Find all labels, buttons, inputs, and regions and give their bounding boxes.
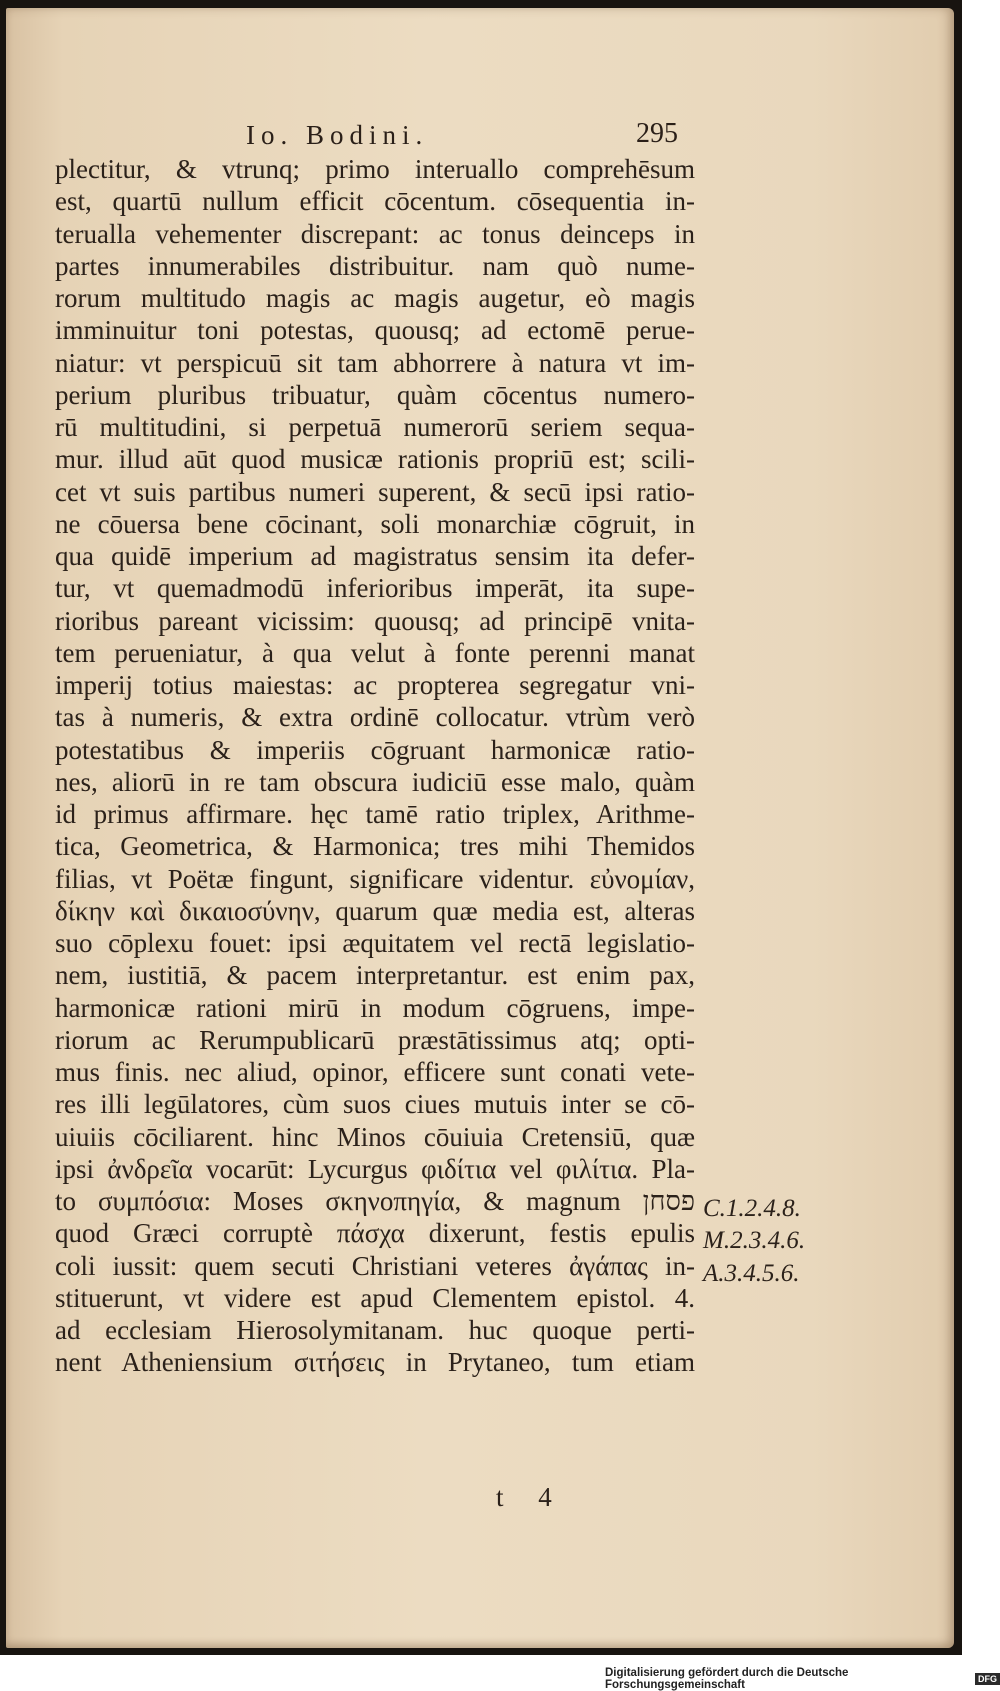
- text-line: rorum multitudo magis ac magis augetur, eò magis: [55, 283, 695, 313]
- text-line: harmonicæ rationi mirū in modum cōgruens, impe-: [55, 992, 695, 1023]
- text-line: tica, Geometrica, & Harmonica; tres mihi Themidos: [55, 831, 695, 862]
- text-line: riorum ac Rerumpublicarū præstātissimus atq; opti-: [55, 1024, 695, 1055]
- text-line: tem perueniatur, à qua velut à fonte perenni manat: [55, 637, 695, 668]
- text-line: suo cōplexu fouet: ipsi æquitatem vel rectā legislatio-: [55, 928, 695, 958]
- text-line: quod Græci corruptè πάσχα dixerunt, festis epulis: [55, 1218, 695, 1249]
- text-line: δίκην καὶ δικαιοσύνην, quarum quæ media est, alteras: [55, 895, 695, 926]
- text-line: id primus affirmare. hęc tamē ratio triplex, Arithme-: [55, 799, 695, 829]
- margin-note: M.2.3.4.6.: [703, 1227, 806, 1255]
- text-line: cet vt suis partibus numeri superent, & secū ipsi ratio-: [55, 476, 695, 507]
- text-line: niatur: vt perspicuū sit tam abhorrere à natura vt im-: [55, 347, 695, 378]
- text-line: terualla vehementer discrepant: ac tonus deinceps in: [55, 218, 695, 249]
- book-page: [6, 8, 954, 1648]
- margin-note: C.1.2.4.8.: [703, 1195, 801, 1222]
- text-line: ad ecclesiam Hierosolymitanam. huc quoque perti-: [55, 1315, 695, 1345]
- text-line: tur, vt quemadmodū inferioribus imperāt, ita supe-: [55, 573, 695, 604]
- text-line: uiuiis cōciliarent. hinc Minos cōuiuia Cretensiū, quæ: [55, 1121, 695, 1152]
- footer-credit: Digitalisierung gefördert durch die Deutsche Forschungsgemeinschaft: [605, 1667, 849, 1691]
- text-line: coli iussit: quem secuti Christiani veteres ἀγάπας in-: [55, 1250, 695, 1281]
- text-line: res illi legūlatores, cùm suos ciues mutuis inter se cō-: [55, 1089, 695, 1120]
- text-line: imperij totius maiestas: ac propterea segregatur vni-: [55, 670, 695, 700]
- text-line: nem, iustitiā, & pacem interpretantur. est enim pax,: [55, 960, 695, 991]
- text-line: ipsi ἀνδρεῖα vocarūt: Lycurgus φιδίτια vel φιλίτια. Pla-: [55, 1153, 695, 1184]
- text-line: mur. illud aūt quod musicæ rationis propriū est; scili-: [55, 444, 695, 475]
- text-line: mus finis. nec aliud, opinor, efficere sunt conati vete-: [55, 1057, 695, 1087]
- digitization-footer: [605, 1667, 1000, 1691]
- text-line: plectitur, & vtrunq; primo interuallo comprehēsum: [55, 154, 695, 184]
- page-number: 295: [636, 118, 678, 149]
- text-line: potestatibus & imperiis cōgruant harmonicæ ratio-: [55, 734, 695, 765]
- text-line: stituerunt, vt videre est apud Clementem epistol. 4.: [55, 1282, 695, 1313]
- text-line: rū multitudini, si perpetuā numerorū seriem sequa-: [55, 412, 695, 442]
- running-head: Io. Bodini.: [246, 120, 429, 150]
- dfg-logo: DFG: [975, 1673, 1000, 1685]
- text-line: to συμπόσια: Moses σκηνοπηγία, & magnum פסחן: [55, 1186, 695, 1216]
- text-line: rioribus pareant vicissim: quousq; ad principē vnita-: [55, 605, 695, 636]
- text-line: qua quidē imperium ad magistratus sensim ita defer-: [55, 541, 695, 571]
- text-line: filias, vt Poëtæ fingunt, significare videntur. εὐνομίαν,: [55, 863, 695, 894]
- text-line: partes innumerabiles distribuitur. nam quò nume-: [55, 250, 695, 281]
- text-line: perium pluribus tribuatur, quàm cōcentus numero-: [55, 379, 695, 410]
- text-line: tas à numeris, & extra ordinē collocatur. vtrùm verò: [55, 702, 695, 733]
- margin-notes: [703, 1193, 805, 1290]
- text-line: nes, aliorū in re tam obscura iudiciū esse malo, quàm: [55, 766, 695, 797]
- margin-note: A.3.4.5.6.: [703, 1259, 800, 1287]
- body-text: [55, 153, 695, 1379]
- text-line: ne cōuersa bene cōcinant, soli monarchiæ cōgruit, in: [55, 508, 695, 539]
- text-line: imminuitur toni potestas, quousq; ad ectomē perue-: [55, 315, 695, 346]
- text-line: est, quartū nullum efficit cōcentum. cōsequentia in-: [55, 186, 695, 217]
- signature-mark: t 4: [496, 1482, 566, 1512]
- text-line: nent Atheniensium σιτήσεις in Prytaneo, tum etiam: [55, 1347, 695, 1378]
